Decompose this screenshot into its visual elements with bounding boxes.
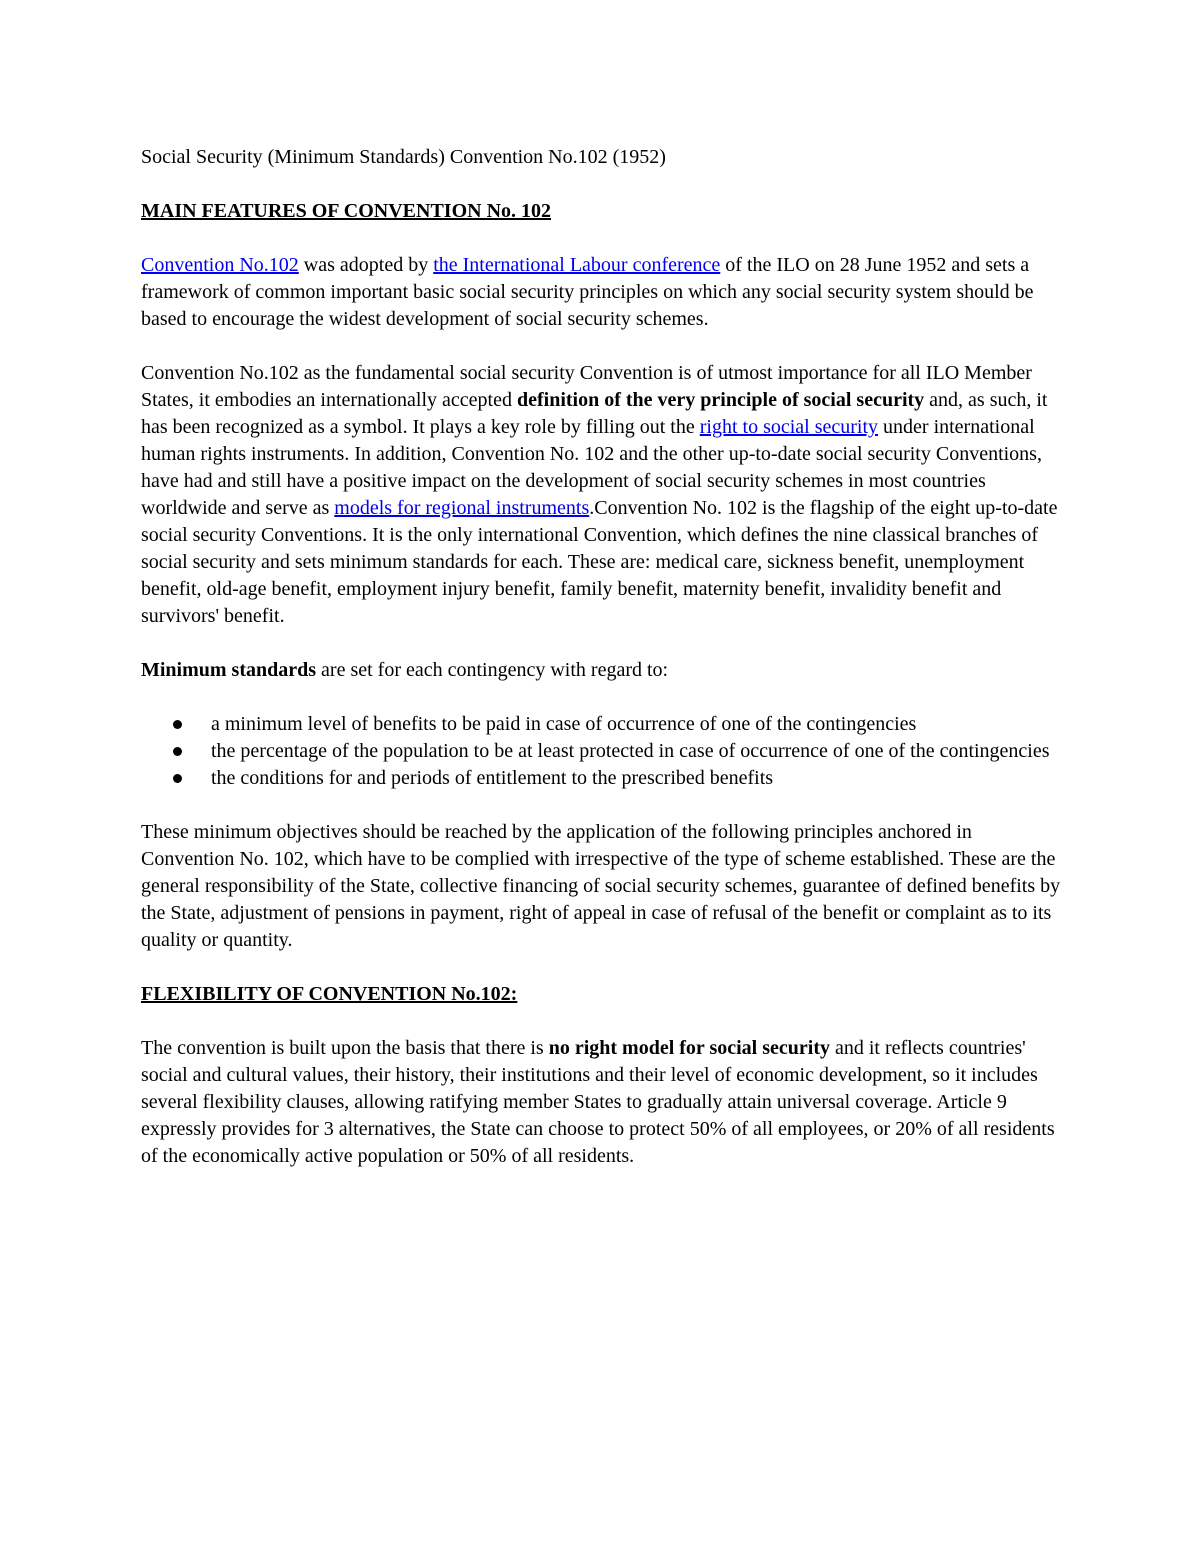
bold-definition-principle: definition of the very principle of social security bbox=[517, 389, 925, 411]
heading-main-features: MAIN FEATURES OF CONVENTION No. 102 bbox=[141, 200, 552, 222]
bullet-list bbox=[141, 711, 1066, 792]
list-item bbox=[211, 711, 1066, 738]
link-models-regional-instruments[interactable]: models for regional instruments bbox=[334, 497, 590, 519]
paragraph-fundamental-text-3: under international human rights instruments. In addition, Convention No. 102 and the other up-to-date social security Conventions, have had and still have a positive impact on the development of social security schemes in most countries worldwide and serve as bbox=[141, 416, 1042, 519]
paragraph-flexibility bbox=[141, 1035, 1066, 1170]
bold-no-right-model: no right model for social security bbox=[548, 1037, 830, 1059]
paragraph-fundamental bbox=[141, 360, 1066, 630]
list-item-text: the conditions for and periods of entitlement to the prescribed benefits bbox=[211, 767, 774, 789]
list-item bbox=[211, 738, 1066, 765]
paragraph-adoption bbox=[141, 252, 1066, 333]
bullet-icon bbox=[173, 747, 182, 756]
link-right-to-social-security[interactable]: right to social security bbox=[699, 416, 879, 438]
bold-minimum-standards: Minimum standards bbox=[141, 659, 317, 681]
list-item-text: a minimum level of benefits to be paid in case of occurrence of one of the contingencies bbox=[211, 713, 917, 735]
link-convention-102[interactable]: Convention No.102 bbox=[141, 254, 299, 276]
paragraph-adoption-text-1: was adopted by bbox=[298, 254, 434, 276]
heading-flexibility: FLEXIBILITY OF CONVENTION No.102: bbox=[141, 983, 518, 1005]
paragraph-minimum-standards bbox=[141, 657, 1066, 684]
document-page bbox=[141, 144, 1066, 1197]
list-item bbox=[211, 765, 1066, 792]
paragraph-adoption-text-2: of the ILO on 28 June 1952 and sets a framework of common important basic social security principles on which any social security system should be based to encourage the widest development of social security schemes. bbox=[141, 254, 1034, 330]
paragraph-fundamental-text-2: and, as such, it has been recognized as a symbol. It plays a key role by filling out the bbox=[141, 389, 1048, 438]
paragraph-flexibility-text-2: and it reflects countries' social and cultural values, their history, their institutions and their level of economic development, so it includes several flexibility clauses, allowing ratifying member States to gradually attain universal coverage. Article 9 expressly provides for 3 alternatives, the State can choose to protect 50% of all employees, or 20% of all residents of the economically active population or 50% of all residents. bbox=[141, 1037, 1055, 1167]
document-title: Social Security (Minimum Standards) Convention No.102 (1952) bbox=[141, 146, 666, 168]
paragraph-fundamental-text-1: Convention No.102 as the fundamental social security Convention is of utmost importance for all ILO Member States, it embodies an internationally accepted bbox=[141, 362, 1032, 411]
bullet-icon bbox=[173, 774, 182, 783]
paragraph-minimum-standards-text: are set for each contingency with regard to: bbox=[316, 659, 669, 681]
paragraph-flexibility-text-1: The convention is built upon the basis that there is bbox=[141, 1037, 549, 1059]
paragraph-fundamental-text-4: .Convention No. 102 is the flagship of the eight up-to-date social security Conventions. It is the only international Convention, which defines the nine classical branches of social security and sets minimum standards for each. These are: medical care, sickness benefit, unemployment benefit, old-age benefit, employment injury benefit, family benefit, maternity benefit, invalidity benefit and survivors' benefit. bbox=[141, 497, 1058, 627]
link-international-labour-conference[interactable]: the International Labour conference bbox=[433, 254, 721, 276]
bullet-icon bbox=[173, 720, 182, 729]
paragraph-objectives: These minimum objectives should be reached by the application of the following principles anchored in Convention No. 102, which have to be complied with irrespective of the type of scheme established. These are the general responsibility of the State, collective financing of social security schemes, guarantee of defined benefits by the State, adjustment of pensions in payment, right of appeal in case of refusal of the benefit or complaint as to its quality or quantity. bbox=[141, 821, 1061, 951]
list-item-text: the percentage of the population to be at least protected in case of occurrence of one of the contingencies bbox=[211, 740, 1050, 762]
